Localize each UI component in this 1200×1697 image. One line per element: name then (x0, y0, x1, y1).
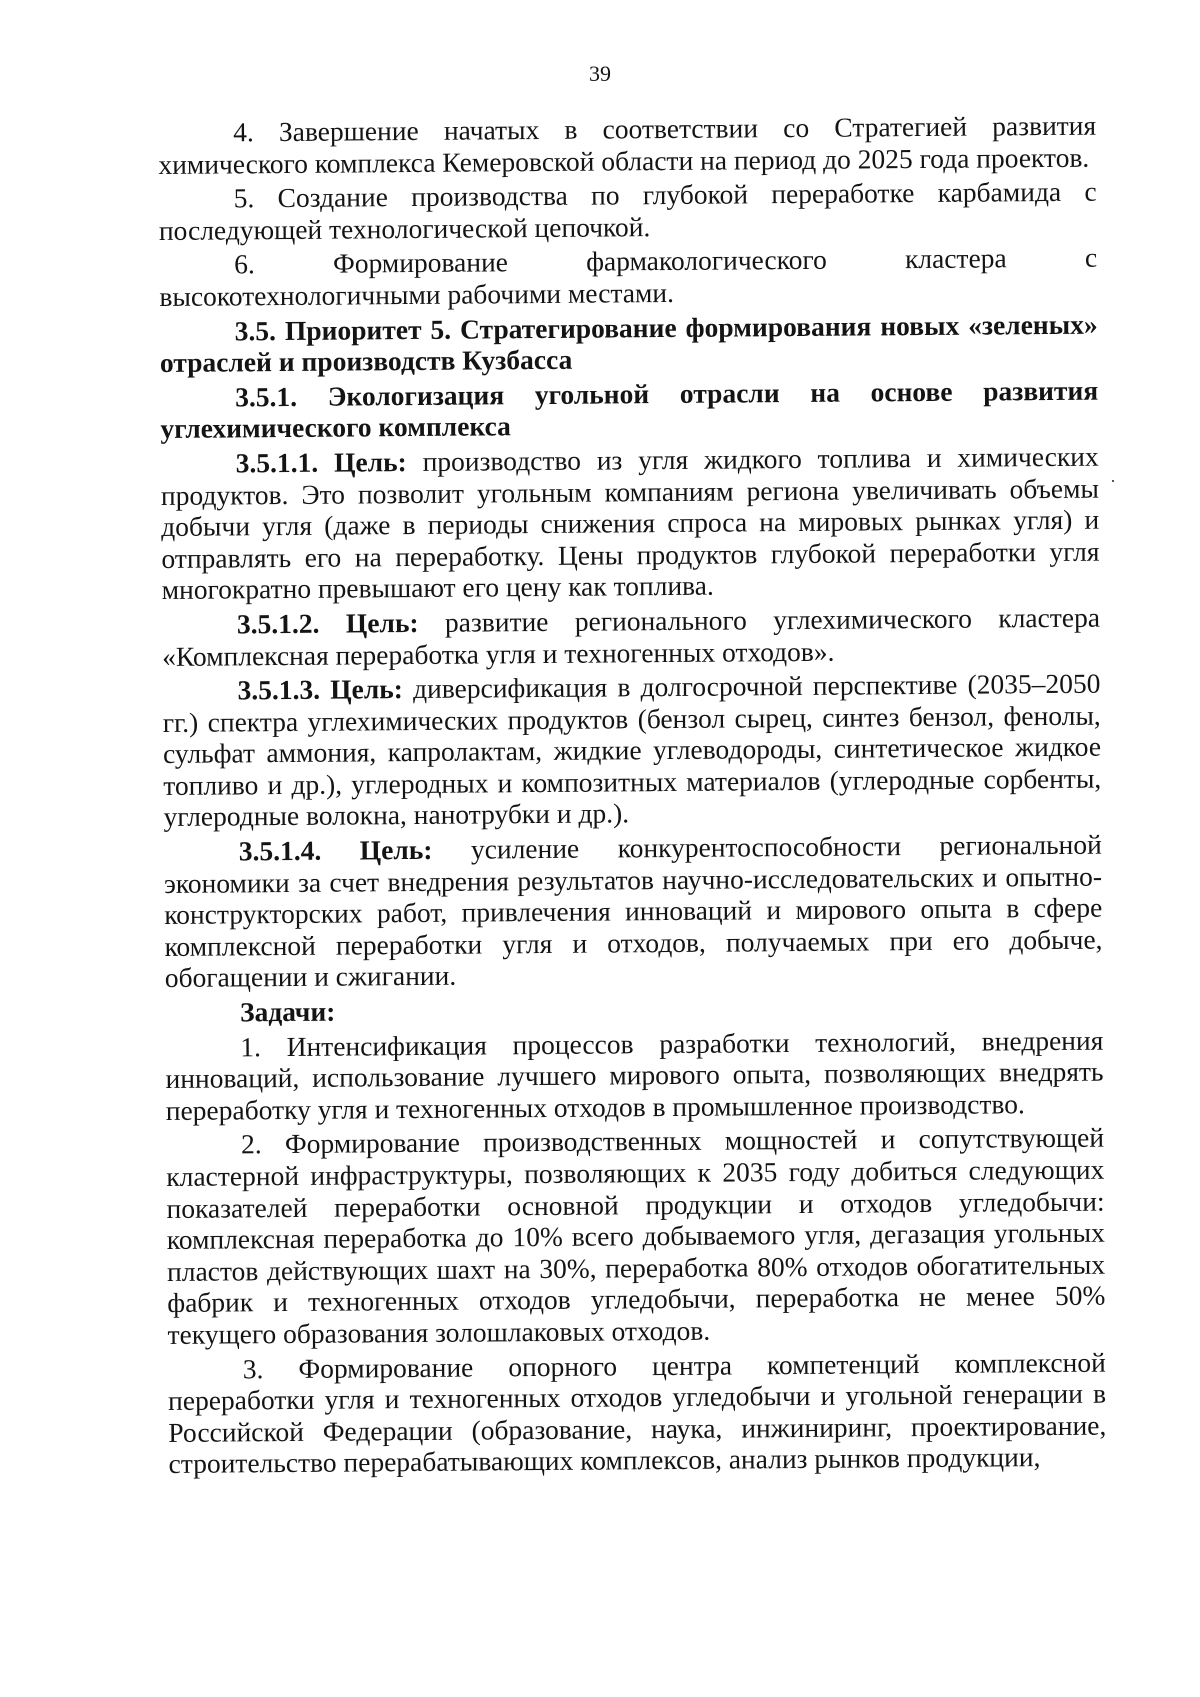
section-3-5-heading: 3.5. Приоритет 5. Стратегирование формирования новых «зеленых» отраслей и производств Кузбасса (159, 308, 1098, 379)
task-1-paragraph: 1. Интенсификация процессов разработки технологий, внедрения инноваций, использование лучшего мирового опыта, позволяющих внедрять переработку угля и техногенных отходов в промышленное производство. (165, 1024, 1104, 1126)
scan-speck (1112, 480, 1114, 482)
item-4-paragraph: 4. Завершение начатых в соответствии со Стратегией развития химического комплекса Кемеровской области на период до 2025 года проектов. (158, 109, 1097, 180)
section-3-5-1-heading: 3.5.1. Экологизация угольной отрасли на основе развития углехимического комплекса (160, 374, 1099, 445)
goal-text: диверсификация в долгосрочной перспективе (2035–2050 гг.) спектра углехимических продуктов (бензол сырец, синтез бензол, фенолы, сульфат аммония, капролактам, жидкие углеводороды, синтетическое жидкое топливо и др.), углеродных и композитных материалов (углеродные сорбенты, углеродные волокна, нанотрубки и др.). (162, 667, 1102, 833)
goal-3-5-1-3-paragraph (162, 668, 1101, 833)
goal-3-5-1-4-paragraph (164, 829, 1103, 994)
tasks-heading: Задачи: (239, 995, 336, 1028)
goal-3-5-1-1-paragraph (161, 441, 1100, 606)
task-2-paragraph: 2. Формирование производственных мощностей и сопутствующей кластерной инфраструктуры, позволяющих к 2035 году добиться следующих показателей переработки основной продукции и отходов угледобычи: комплексная переработка до 10% всего добываемого угля, дегазация угольных пластов действующих шахт на 30%, переработка 80% отходов обогатительных фабрик и техногенных отходов угледобычи, переработка не менее 50% текущего образования золошлаковых отходов. (166, 1122, 1106, 1350)
goal-text: производство из угля жидкого топлива и химических продуктов. Это позволит угольным компаниям региона увеличивать объемы добычи угля (даже в периоды снижения спроса на мировых рынках угля) и отправлять его на переработку. Цены продуктов глубокой переработки угля многократно превышают его цену как топлива. (160, 440, 1100, 606)
goal-text: развитие регионального углехимического кластера «Комплексная переработка угля и техногенных отходов». (162, 601, 1101, 672)
goal-label: 3.5.1.3. Цель: (237, 673, 404, 706)
document-body (158, 110, 1107, 1480)
task-3-paragraph: 3. Формирование опорного центра компетенций комплексной переработки угля и техногенных отходов угледобычи и угольной генерации в Российской Федерации (образование, наука, инжиниринг, проектирование, строительство перерабатывающих комплексов, анализ рынков продукции, (167, 1346, 1107, 1480)
page-number: 39 (589, 61, 611, 86)
goal-text: усиление конкурентоспособности региональной экономики за счет внедрения результатов научно-исследовательских и опытно-конструкторских работ, привлечения инноваций и мирового опыта в сфере комплексной переработки угля и отходов, получаемых при его добыче, обогащении и сжигании. (163, 828, 1103, 994)
goal-3-5-1-2-paragraph (162, 602, 1100, 673)
item-5-paragraph: 5. Создание производства по глубокой переработке карбамида с последующей технологической цепочкой. (158, 175, 1097, 246)
goal-label: 3.5.1.1. Цель: (235, 445, 407, 479)
goal-label: 3.5.1.2. Цель: (236, 606, 419, 640)
item-6-line-1: 6. Формирование фармакологического кластера с (234, 242, 1098, 280)
item-6-line-2: высокотехнологичными рабочими местами. (159, 276, 675, 312)
item-6-paragraph (159, 242, 1097, 313)
goal-label: 3.5.1.4. Цель: (238, 833, 433, 867)
